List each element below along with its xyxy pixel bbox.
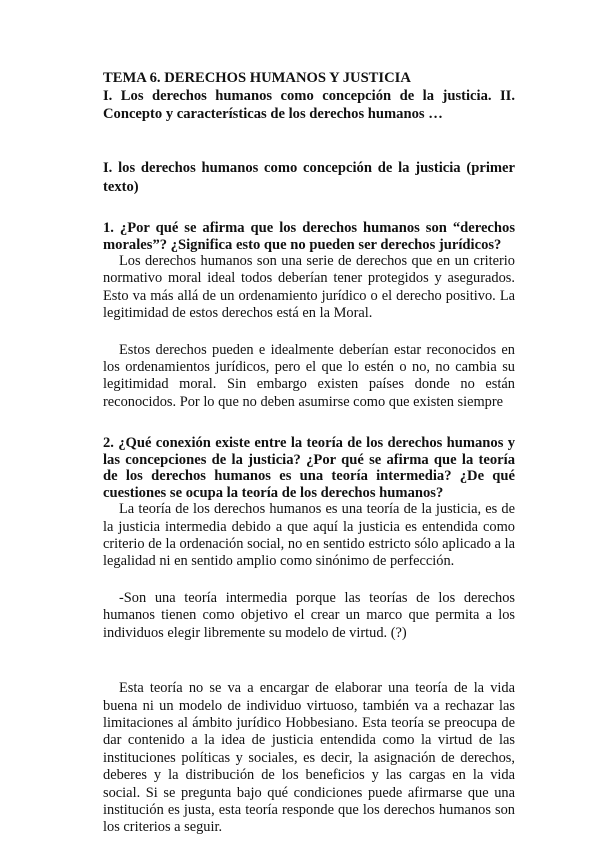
question-1-heading: 1. ¿Por qué se afirma que los derechos humanos son “derechos morales”? ¿Significa esto que no pueden ser derechos jurídicos? [103,220,515,253]
section-heading: I. los derechos humanos como concepción de la justicia (primer texto) [103,160,515,195]
document-subtitle: I. Los derechos humanos como concepción de la justicia. II. Concepto y características de los derechos humanos … [103,88,515,122]
document-page [103,70,515,837]
question-2-paragraph-3: Esta teoría no se va a encargar de elaborar una teoría de la vida buena ni un modelo de individuo virtuoso, también va a rechazar las limitaciones al ámbito jurídico Hobbesiano. Esta teoría se preocupa de dar contenido a la idea de justicia entendida como la virtud de las instituciones políticas y sociales, es decir, la asignación de derechos, deberes y la distribución de los beneficios y las cargas en la vida social. Si se pregunta bajo qué condiciones puede afirmarse que una institución es justa, esta teoría responde que los derechos humanos son los criterios a seguir. [103,680,515,836]
document-title: TEMA 6. DERECHOS HUMANOS Y JUSTICIA [103,70,411,86]
question-1-paragraph-2: Estos derechos pueden e idealmente deberían estar reconocidos en los ordenamientos jurídicos, pero el que lo estén o no, no cambia su legitimidad moral. Sin embargo existen países donde no están reconocidos. Por lo que no deben asumirse como que existen siempre [103,341,515,410]
question-2-heading: 2. ¿Qué conexión existe entre la teoría de los derechos humanos y las concepciones de la justicia? ¿Por qué se afirma que la teoría de los derechos humanos es una teoría intermedia? ¿De qué cuestiones se ocupa la teoría de los derechos humanos? [103,435,515,501]
question-2-paragraph-1: La teoría de los derechos humanos es una teoría de la justicia, es de la justicia intermedia debido a que aquí la justicia es entendida como criterio de la ordenación social, no en sentido estricto sólo aplicado a la legalidad ni en sentido amplio como sinónimo de perfección. [103,501,515,570]
question-2-paragraph-2: -Son una teoría intermedia porque las teorías de los derechos humanos tienen como objetivo el crear un marco que permita a los individuos elegir libremente su modelo de virtud. (?) [103,589,515,641]
question-1-paragraph-1: Los derechos humanos son una serie de derechos que en un criterio normativo moral ideal todos deberían tener protegidos y asegurados. Esto va más allá de un ordenamiento jurídico o el derecho positivo. La legitimidad de estos derechos está en la Moral. [103,253,515,322]
